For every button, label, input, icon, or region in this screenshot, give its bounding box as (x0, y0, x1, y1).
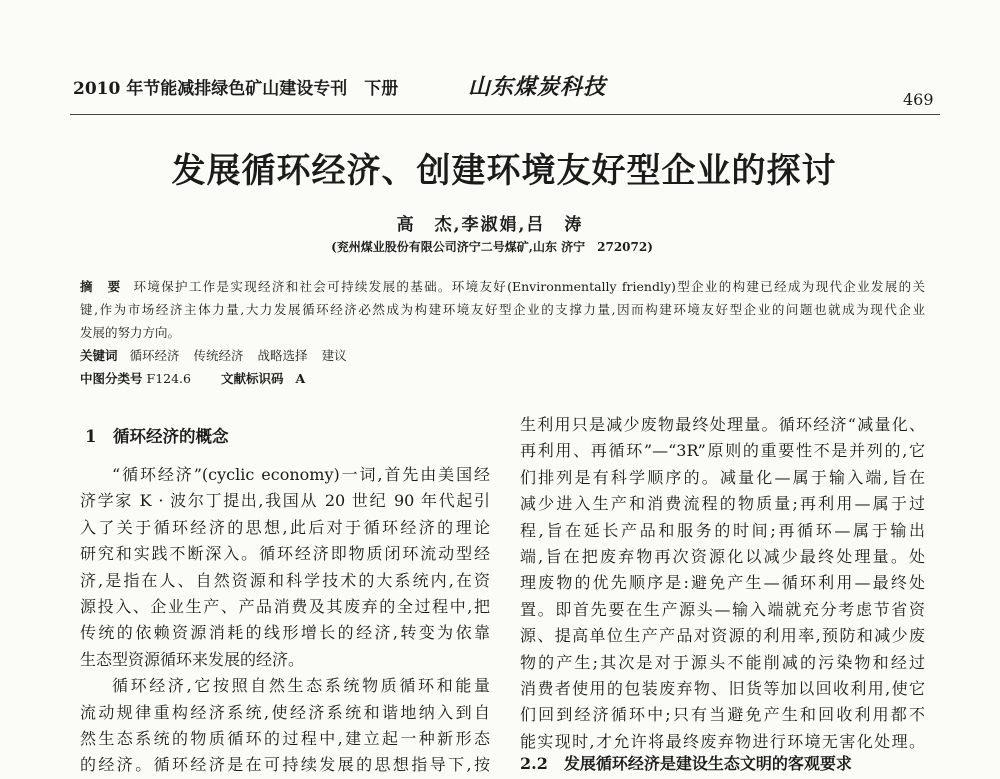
body-line: 们回到经济循环中;只有当避免产生和回收利用都不 (520, 705, 925, 725)
body-line: 传统的依赖资源消耗的线形增长的经济,转变为依靠 (80, 623, 490, 643)
body-line: 减少进入生产和消费流程的物质量;再利用—属于过 (520, 494, 925, 514)
abstract-text: 环境保护工作是实现经济和社会可持续发展的基础。环境友好(Environmentally friendly)型企业的构建已经成为现代企业发展的关 (133, 279, 925, 294)
keywords-label: 关键词 (80, 348, 118, 363)
clc-code: F124.6 (146, 371, 191, 386)
body-line: 程,旨在延长产品和服务的时间;再循环—属于输出 (520, 520, 925, 540)
subsection-heading: 2.2 发展循环经济是建设生态文明的客观要求 (520, 754, 852, 774)
left-column (80, 462, 490, 779)
abstract-label: 摘 要 (80, 279, 122, 294)
paper-title: 发展循环经济、创建环境友好型企业的探讨 (171, 151, 837, 191)
body-line: 再利用、再循环”—“3R”原则的重要性不是并列的,它 (520, 441, 925, 461)
body-line: 生态型资源循环来发展的经济。 (80, 649, 305, 669)
body-line: 循环经济,它按照自然生态系统物质循环和能量 (112, 676, 490, 696)
right-column (520, 412, 925, 777)
doc-code-label: 文献标识码 (220, 371, 284, 386)
header-rule (70, 114, 940, 115)
abstract-line: 发展的努力方向。 (80, 325, 181, 340)
paper-affiliation: (兖州煤业股份有限公司济宁二号煤矿,山东 济宁 272072) (331, 240, 653, 254)
body-line: “循环经济”(cyclic economy)一词,首先由美国经 (112, 465, 490, 484)
classification-line (80, 367, 925, 390)
page-number: 469 (903, 90, 934, 109)
clc-label: 中图分类号 (80, 371, 143, 386)
paper-authors: 高 杰,李淑娟,吕 涛 (396, 215, 584, 235)
journal-logo: 山东煤炭科技 (468, 74, 607, 100)
body-line: 端,旨在把废弃物再次资源化以减少最终处理量。处 (520, 546, 925, 566)
body-line: 济学家 K · 波尔丁提出,我国从 20 世纪 90 年代起引 (80, 491, 490, 511)
body-line: 理废物的优先顺序是:避免产生—循环利用—最终处 (520, 573, 925, 593)
keyword: 循环经济 (129, 348, 180, 363)
body-line: 源、提高单位生产产品对资源的利用率,预防和减少废 (520, 626, 925, 646)
body-line: 的经济。循环经济是在可持续发展的思想指导下,按 (80, 755, 490, 775)
abstract-line (80, 275, 925, 298)
body-line: 们排列是有科学顺序的。减量化—属于输入端,旨在 (520, 467, 925, 487)
body-line: 然生态系统的物质循环的过程中,建立起一种新形态 (80, 728, 490, 748)
running-header-journal: 2010 年节能减排绿色矿山建设专刊 下册 (73, 79, 399, 99)
keyword: 战略选择 (257, 348, 308, 363)
keywords-line (80, 344, 925, 367)
body-line: 研究和实践不断深入。循环经济即物质闭环流动型经 (80, 544, 490, 564)
body-line: 置。即首先要在生产源头—输入端就充分考虑节省资 (520, 599, 925, 619)
body-line: 生利用只是减少废物最终处理量。循环经济“减量化、 (520, 415, 925, 434)
body-line: 物的产生;其次是对于源头不能削减的污染物和经过 (520, 652, 925, 672)
abstract-line: 键,作为市场经济主体力量,大力发展循环经济必然成为构建环境友好型企业的支撑力量,因而构建环境友好型企业的问题也就成为现代企业 (80, 302, 925, 317)
doc-code: A (295, 371, 306, 386)
body-line: 济,是指在人、自然资源和科学技术的大系统内,在资 (80, 570, 490, 590)
body-line: 源投入、企业生产、产品消费及其废弃的全过程中,把 (80, 596, 490, 616)
keyword: 传统经济 (193, 348, 244, 363)
section-heading: 1 循环经济的概念 (85, 427, 229, 446)
body-line: 流动规律重构经济系统,使经济系统和谐地纳入到自 (80, 702, 490, 722)
body-line: 消费者使用的包装废弃物、旧货等加以回收利用,使它 (520, 678, 925, 698)
abstract-block (80, 275, 925, 390)
body-line: 入了关于循环经济的思想,此后对于循环经济的理论 (80, 517, 490, 537)
keyword: 建议 (321, 348, 347, 363)
body-line: 能实现时,才允许将最终废弃物进行环境无害化处理。 (520, 731, 925, 751)
